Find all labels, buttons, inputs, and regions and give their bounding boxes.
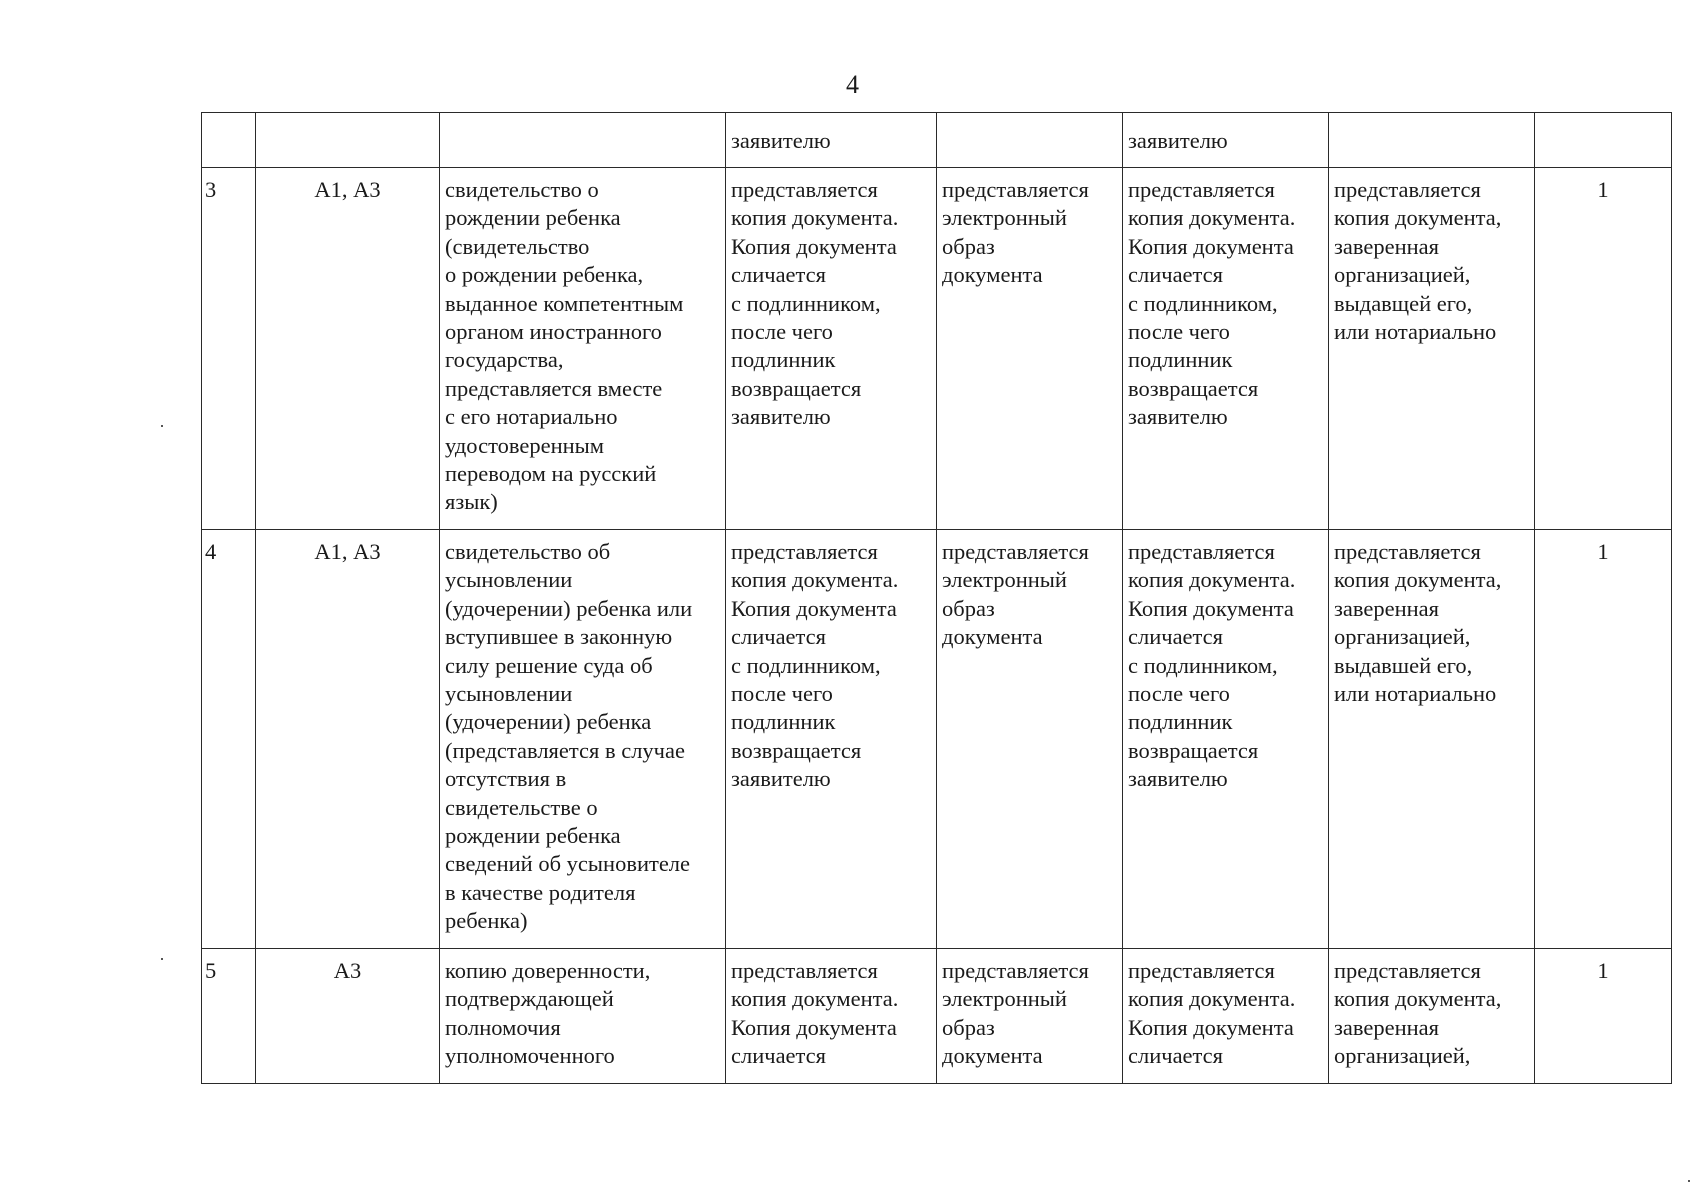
cell-quantity	[1535, 113, 1672, 168]
cell-code: А1, А3	[256, 530, 440, 949]
cell-col4: представляется копия документа. Копия документа сличается с подлинником, после чего подлинник возвращается заявителю	[726, 168, 937, 530]
cell-col5: представляется электронный образ документа	[937, 949, 1123, 1084]
cell-col4: заявителю	[726, 113, 937, 168]
cell-col4: представляется копия документа. Копия документа сличается	[726, 949, 937, 1084]
cell-quantity: 1	[1535, 949, 1672, 1084]
cell-col4: представляется копия документа. Копия документа сличается с подлинником, после чего подлинник возвращается заявителю	[726, 530, 937, 949]
table-row	[202, 949, 1672, 1084]
cell-col5	[937, 113, 1123, 168]
cell-code: А1, А3	[256, 168, 440, 530]
cell-col6: представляется копия документа. Копия документа сличается с подлинником, после чего подлинник возвращается заявителю	[1123, 168, 1329, 530]
cell-col6: заявителю	[1123, 113, 1329, 168]
cell-number: 4	[202, 530, 256, 949]
cell-col6: представляется копия документа. Копия документа сличается с подлинником, после чего подлинник возвращается заявителю	[1123, 530, 1329, 949]
cell-document	[440, 113, 726, 168]
cell-number: 3	[202, 168, 256, 530]
table-row	[202, 530, 1672, 949]
cell-col5: представляется электронный образ документа	[937, 530, 1123, 949]
cell-number	[202, 113, 256, 168]
cell-col7	[1329, 113, 1535, 168]
scan-speck	[161, 958, 163, 960]
cell-col7: представляется копия документа, заверенная организацией, выдавшей его, или нотариально	[1329, 530, 1535, 949]
table-row	[202, 168, 1672, 530]
scan-speck	[1688, 1180, 1690, 1182]
cell-code	[256, 113, 440, 168]
page-number: 4	[846, 70, 859, 99]
cell-document: свидетельство об усыновлении (удочерении) ребенка или вступившее в законную силу решение суда об усыновлении (удочерении) ребенка (представляется в случае отсутствия в свидетельстве о рождении ребенка сведений об усыновителе в качестве родителя ребенка)	[440, 530, 726, 949]
cell-document: свидетельство о рождении ребенка (свидетельство о рождении ребенка, выданное компетентным органом иностранного государства, представляется вместе с его нотариально удостоверенным переводом на русский язык)	[440, 168, 726, 530]
cell-col5: представляется электронный образ документа	[937, 168, 1123, 530]
table-row-continuation	[202, 113, 1672, 168]
cell-code: А3	[256, 949, 440, 1084]
cell-quantity: 1	[1535, 168, 1672, 530]
cell-quantity: 1	[1535, 530, 1672, 949]
documents-table	[201, 112, 1672, 1084]
cell-document: копию доверенности, подтверждающей полномочия уполномоченного	[440, 949, 726, 1084]
scan-speck	[161, 425, 163, 427]
cell-col6: представляется копия документа. Копия документа сличается	[1123, 949, 1329, 1084]
cell-number: 5	[202, 949, 256, 1084]
cell-col7: представляется копия документа, заверенная организацией, выдавщей его, или нотариально	[1329, 168, 1535, 530]
cell-col7: представляется копия документа, заверенная организацией,	[1329, 949, 1535, 1084]
